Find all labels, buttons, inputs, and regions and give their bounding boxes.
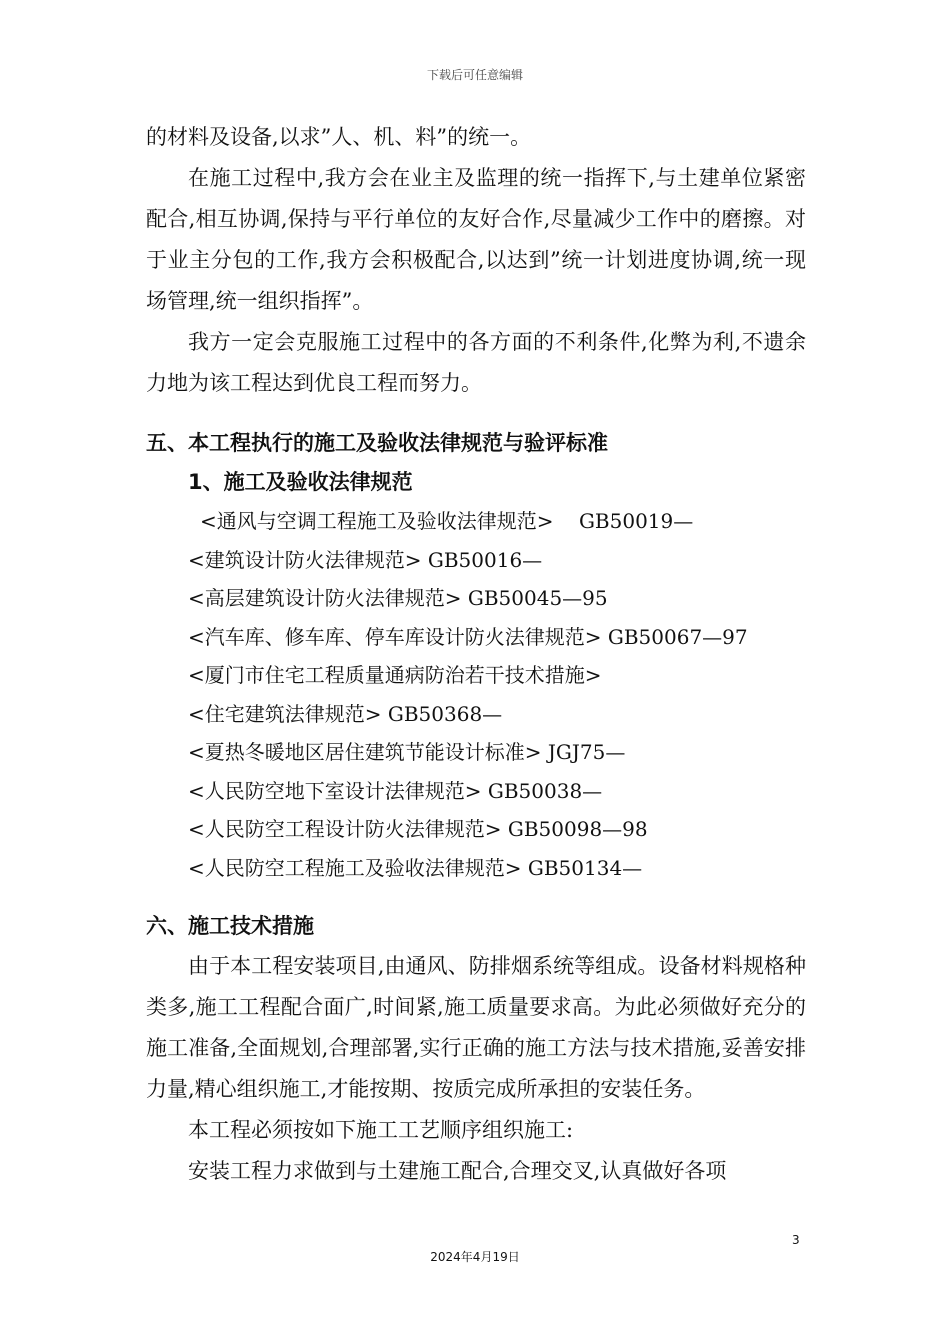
- standard-item: <人民防空地下室设计法律规范> GB50038—: [188, 778, 603, 803]
- section-heading: 五、本工程执行的施工及验收法律规范与验评标准: [146, 431, 608, 455]
- paragraph: 我方一定会克服施工过程中的各方面的不利条件,化弊为利,不遗余力地为该工程达到优良工程而努力。: [146, 330, 806, 395]
- document-body: [146, 117, 806, 1192]
- paragraph: 的材料及设备,以求”人、机、料”的统一。: [146, 125, 532, 149]
- standard-item: <通风与空调工程施工及验收法律规范> GB50019—: [200, 509, 694, 533]
- page-number: 3: [792, 1233, 800, 1247]
- subsection-heading: 1、施工及验收法律规范: [188, 470, 413, 494]
- standard-item: <汽车库、修车库、停车库设计防火法律规范> GB50067—97: [188, 624, 748, 649]
- footer-date: 2024年4月19日: [430, 1250, 520, 1264]
- paragraph: 在施工过程中,我方会在业主及监理的统一指挥下,与土建单位紧密配合,相互协调,保持与平行单位的友好合作,尽量减少工作中的磨擦。对于业主分包的工作,我方会积极配合,以达到”统一计划进度协调,统一现场管理,统一组织指挥”。: [146, 166, 806, 313]
- standard-item: <住宅建筑法律规范> GB50368—: [188, 701, 503, 726]
- standard-item: <建筑设计防火法律规范> GB50016—: [188, 547, 543, 572]
- paragraph: 安装工程力求做到与土建施工配合,合理交叉,认真做好各项: [188, 1159, 727, 1183]
- standard-item: <人民防空工程施工及验收法律规范> GB50134—: [188, 855, 643, 880]
- standard-item: <人民防空工程设计防火法律规范> GB50098—98: [188, 817, 648, 841]
- standard-item: <厦门市住宅工程质量通病防治若干技术措施>: [188, 663, 602, 687]
- standard-item: <高层建筑设计防火法律规范> GB50045—95: [188, 586, 608, 610]
- section-heading: 六、施工技术措施: [146, 914, 314, 938]
- standard-item: <夏热冬暖地区居住建筑节能设计标准> JGJ75—: [188, 740, 626, 764]
- paragraph: 本工程必须按如下施工工艺顺序组织施工:: [188, 1118, 574, 1142]
- page-header-note: 下载后可任意编辑: [426, 68, 523, 82]
- paragraph: 由于本工程安装项目,由通风、防排烟系统等组成。设备材料规格种类多,施工工程配合面广,时间紧,施工质量要求高。为此必须做好充分的施工准备,全面规划,合理部署,实行正确的施工方法与技术措施,妥善安排力量,精心组织施工,才能按期、按质完成所承担的安装任务。: [146, 954, 806, 1101]
